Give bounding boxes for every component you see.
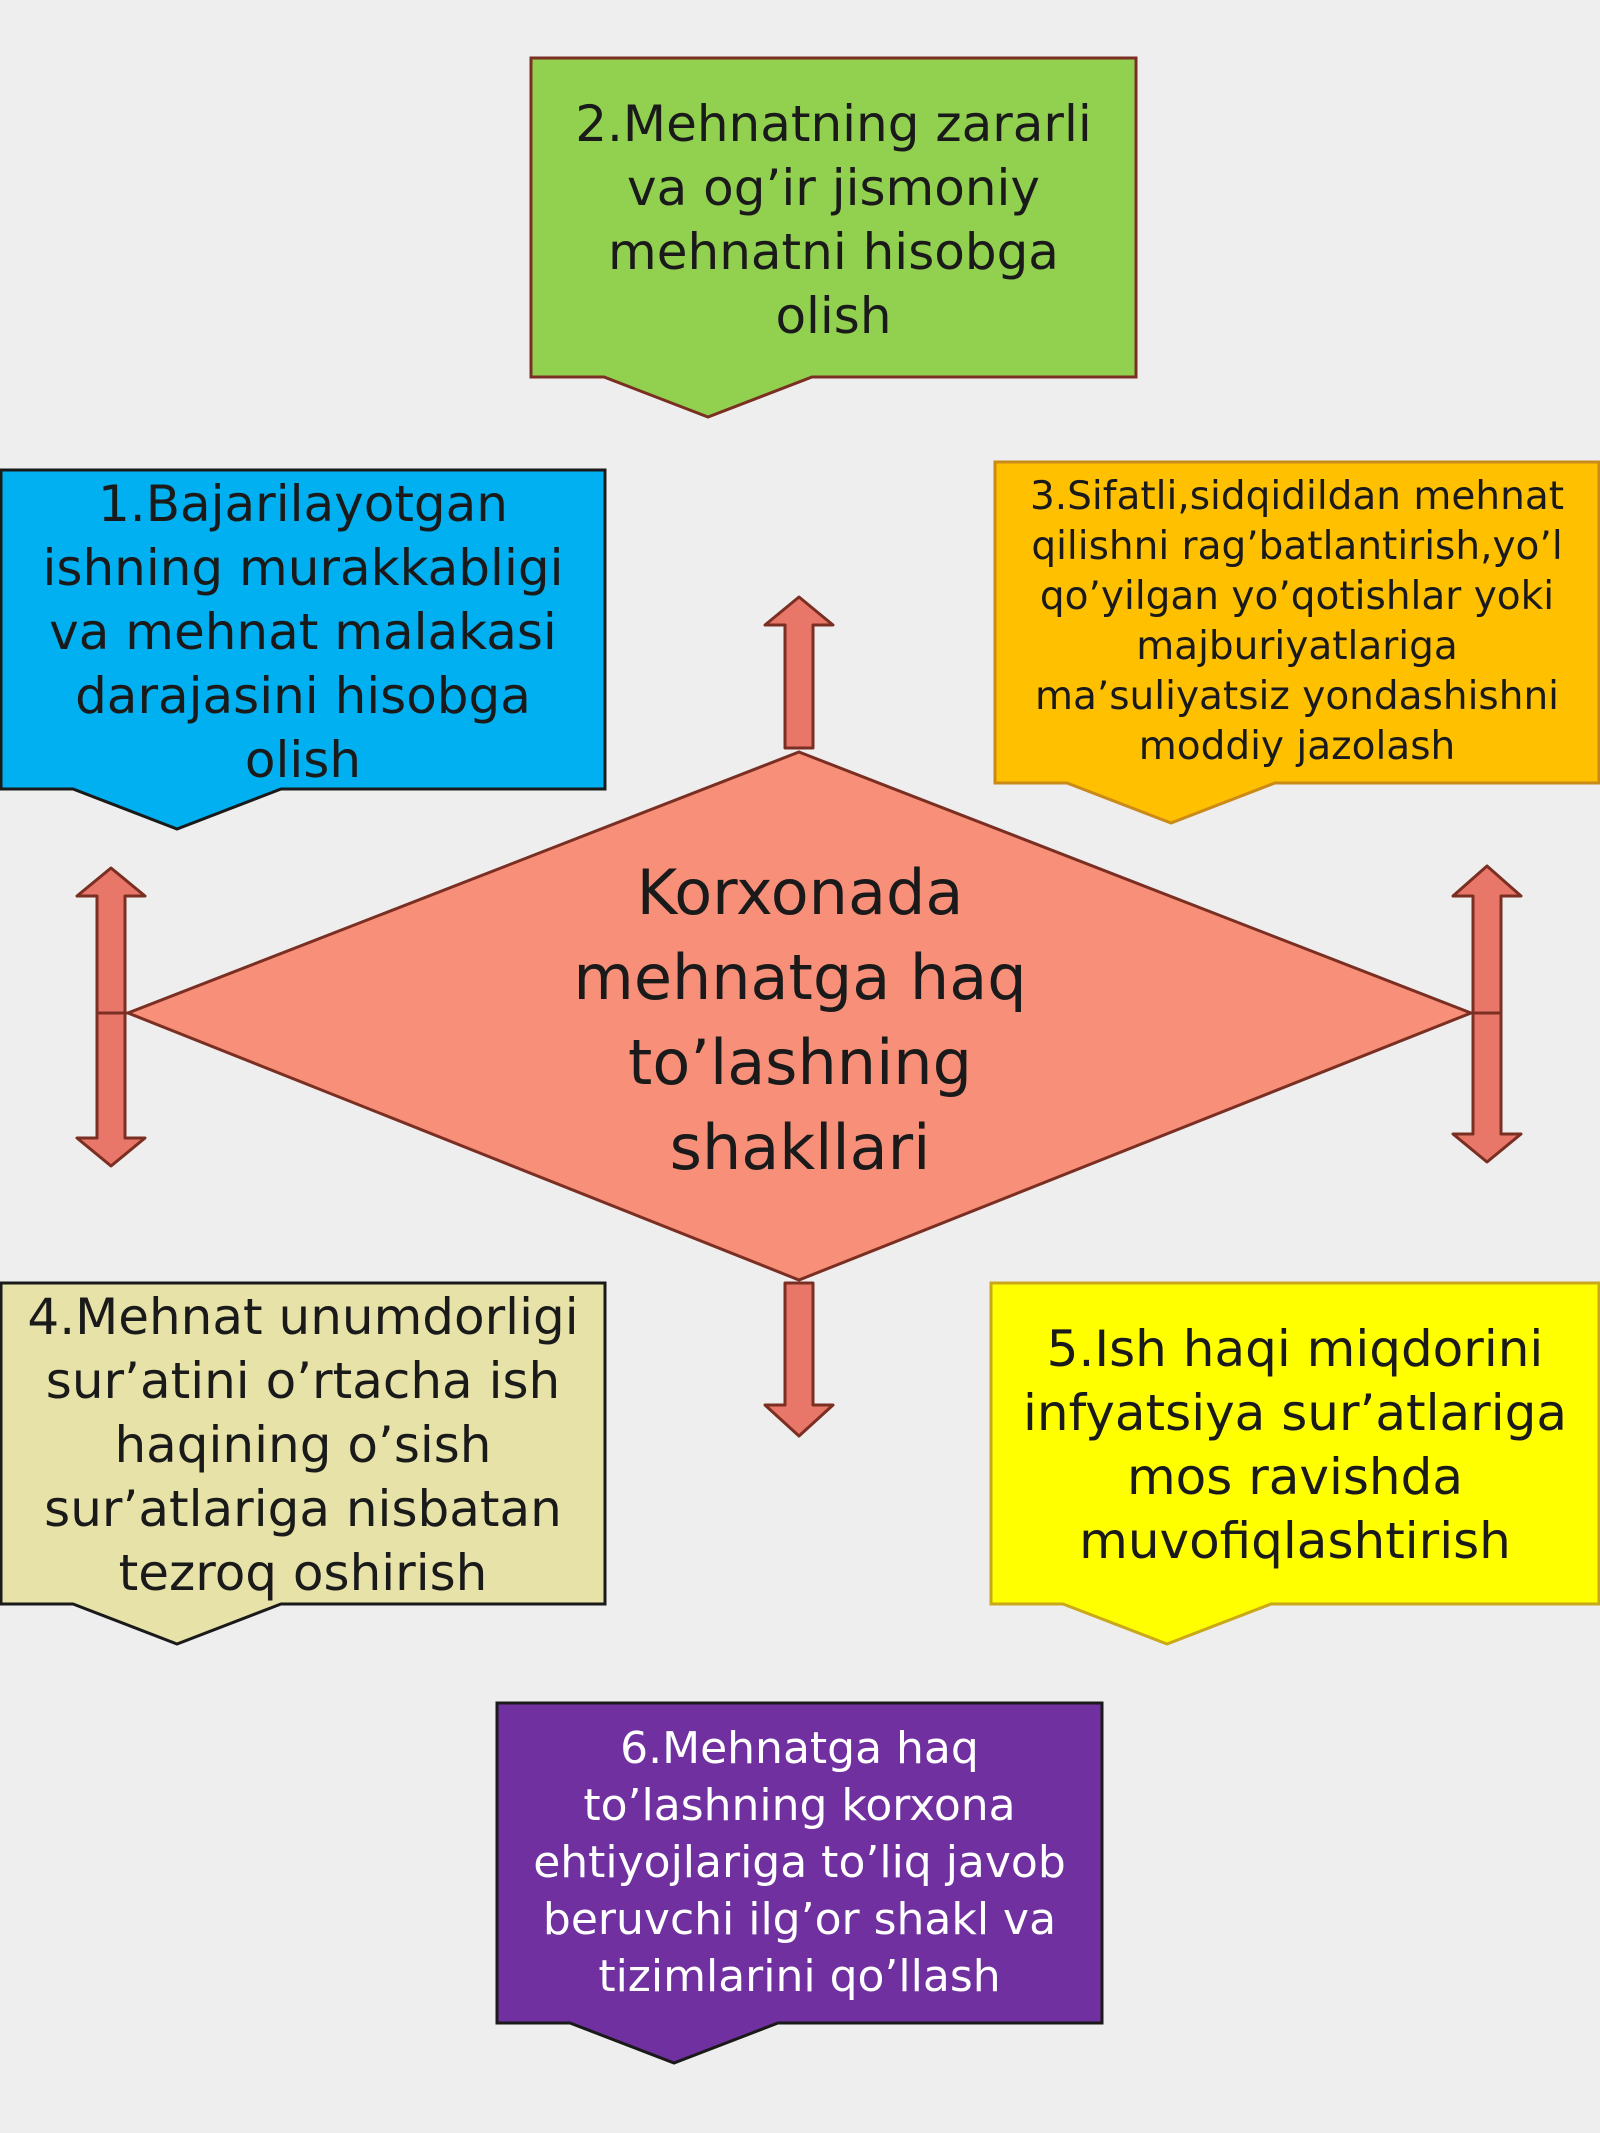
box-2-text	[531, 80, 1136, 360]
box-3-text	[995, 472, 1599, 772]
box-1-text	[1, 472, 605, 792]
box-5-text	[991, 1290, 1599, 1600]
box-1-label: 1.Bajarilayotgan ishning murakkabligi va mehnat malakasi darajasini hisobga olish	[42, 475, 564, 789]
center-title-text: Korxonada mehnatga haq to’lashning shakllari	[573, 856, 1027, 1184]
box-4-label: 4.Mehnat unumdorligi sur’atini o’rtacha ish haqining o’sish sur’atlariga nisbatan tezroq oshirish	[27, 1288, 579, 1602]
box-2-label: 2.Mehnatning zararli va og’ir jismoniy mehnatni hisobga olish	[575, 95, 1092, 345]
arrow-down	[765, 1283, 833, 1436]
box-5-label: 5.Ish haqi miqdorini infyatsiya sur’atlariga mos ravishda muvofiqlashtirish	[1023, 1320, 1567, 1570]
box-6-label: 6.Mehnatga haq to’lashning korxona ehtiyojlariga to’liq javob beruvchi ilg’or shakl va tizimlarini qo’llash	[533, 1723, 1066, 2002]
arrow-up	[765, 597, 833, 748]
box-3-label: 3.Sifatli,sidqidildan mehnat qilishni rag’batlantirish,yo’l qo’yilgan yo’qotishlar yoki majburiyatlariga ma’suliyatsiz yondashishni moddiy jazolash	[1029, 474, 1565, 769]
box-4-text	[1, 1285, 605, 1605]
center-title	[430, 845, 1170, 1195]
box-6-text	[497, 1710, 1102, 2015]
